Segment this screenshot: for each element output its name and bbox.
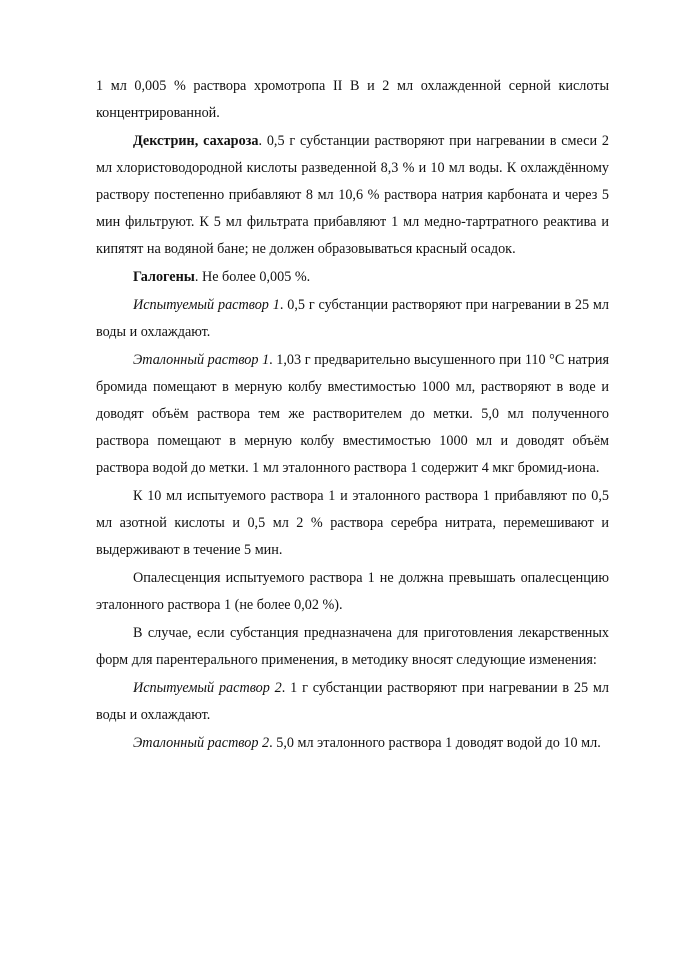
paragraph-text: В случае, если субстанция предназначена для приготовления лекарственных форм для парентерального применения, в методику вносят следующие изменения: [96,625,609,668]
paragraph-text: 1 мл 0,005 % раствора хромотропа II В и 2 мл охлажденной серной кислоты концентрированной. [96,78,609,121]
paragraph-text: . 1,03 г предварительно высушенного при 110 °С натрия бромида помещают в мерную колбу вместимостью 1000 мл, растворяют в воде и доводят объём раствора тем же растворителем до метки. 5,0 мл полученного раствора помещают в мерную колбу вместимостью 1000 мл и доводят объём раствора водой до метки. 1 мл эталонного раствора 1 содержит 4 мкг бромид-иона. [96,352,609,476]
paragraph-reference-solution-2 [96,730,609,757]
paragraph-test-solution-2 [96,675,609,729]
section-heading-halogens: Галогены [133,269,195,285]
paragraph-text: Опалесценция испытуемого раствора 1 не должна превышать опалесценцию эталонного раствора 1 (не более 0,02 %). [96,570,609,613]
paragraph-reference-solution-1 [96,347,609,482]
paragraph-text: . 0,5 г субстанции растворяют при нагревании в смеси 2 мл хлористоводородной кислоты разведенной 8,3 % и 10 мл воды. К охлаждённому раствору постепенно прибавляют 8 мл 10,6 % раствора натрия карбоната и через 5 мин фильтруют. К 5 мл фильтрата прибавляют 1 мл медно-тартратного реактива и кипятят на водяной бане; не должен образовываться красный осадок. [96,133,609,257]
paragraph-text: К 10 мл испытуемого раствора 1 и эталонного раствора 1 прибавляют по 0,5 мл азотной кислоты и 0,5 мл 2 % раствора серебра нитрата, перемешивают и выдерживают в течение 5 мин. [96,488,609,558]
paragraph-text: . 5,0 мл эталонного раствора 1 доводят водой до 10 мл. [269,735,601,751]
paragraph-halogens [96,264,609,291]
paragraph-opalescence [96,565,609,619]
document-body [96,73,609,757]
paragraph-continuation [96,73,609,127]
subheading-reference-solution-1: Эталонный раствор 1 [133,352,270,368]
paragraph-test-solution-1 [96,292,609,346]
paragraph-parenteral-note [96,620,609,674]
paragraph-text: . Не более 0,005 %. [194,269,311,285]
paragraph-text: . 1 г субстанции растворяют при нагревании в 25 мл воды и охлаждают. [96,680,609,723]
subheading-test-solution-1: Испытуемый раствор 1 [133,297,280,313]
section-heading-dextrin: Декстрин, сахароза [133,133,259,149]
paragraph-procedure [96,483,609,564]
subheading-reference-solution-2: Эталонный раствор 2 [133,735,270,751]
paragraph-dextrin-sucrose [96,128,609,263]
subheading-test-solution-2: Испытуемый раствор 2 [133,680,282,696]
paragraph-text: . 0,5 г субстанции растворяют при нагревании в 25 мл воды и охлаждают. [96,297,609,340]
